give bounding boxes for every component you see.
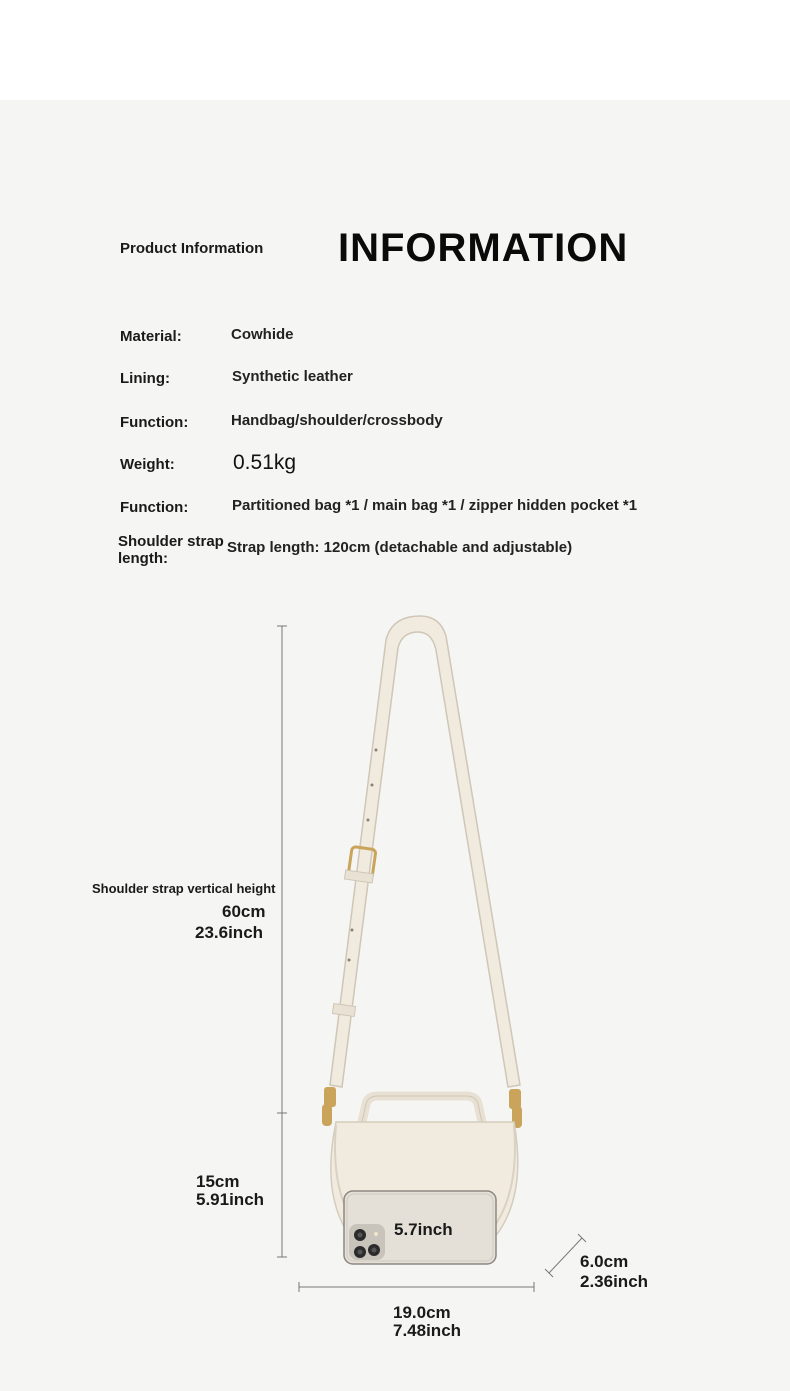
function-label: Function: (120, 414, 189, 431)
lining-value: Synthetic leather (232, 368, 353, 385)
horizontal-dimension-line (299, 1282, 534, 1292)
vertical-dimension-line (277, 626, 287, 1257)
strap-label-line1: Shoulder strap (118, 533, 224, 550)
depth-cm: 6.0cm (580, 1252, 629, 1271)
function-value: Handbag/shoulder/crossbody (231, 412, 443, 429)
function2-label: Function: (120, 499, 189, 516)
section-subtitle: Product Information (120, 240, 264, 257)
weight-label: Weight: (120, 456, 175, 473)
bag-height-cm: 15cm (196, 1172, 240, 1191)
width-cm: 19.0cm (393, 1303, 451, 1322)
page-title: INFORMATION (338, 226, 629, 270)
material-value: Cowhide (231, 326, 294, 343)
function2-value: Partitioned bag *1 / main bag *1 / zipper hidden pocket *1 (232, 497, 638, 514)
depth-inch: 2.36inch (580, 1272, 649, 1291)
bag-height-inch: 5.91inch (196, 1190, 265, 1209)
strap-label-line2: length: (118, 550, 168, 567)
width-inch: 7.48inch (393, 1321, 462, 1340)
strap-value: Strap length: 120cm (detachable and adjustable) (227, 539, 573, 556)
strap-height-caption: Shoulder strap vertical height (92, 881, 276, 896)
lining-label: Lining: (120, 370, 170, 387)
weight-value: 0.51kg (233, 451, 297, 474)
material-label: Material: (120, 328, 182, 345)
strap-height-inch: 23.6inch (195, 923, 264, 942)
phone-size-label: 5.7inch (394, 1220, 453, 1239)
strap-height-cm: 60cm (222, 902, 266, 921)
shoulder-strap (330, 616, 520, 1087)
